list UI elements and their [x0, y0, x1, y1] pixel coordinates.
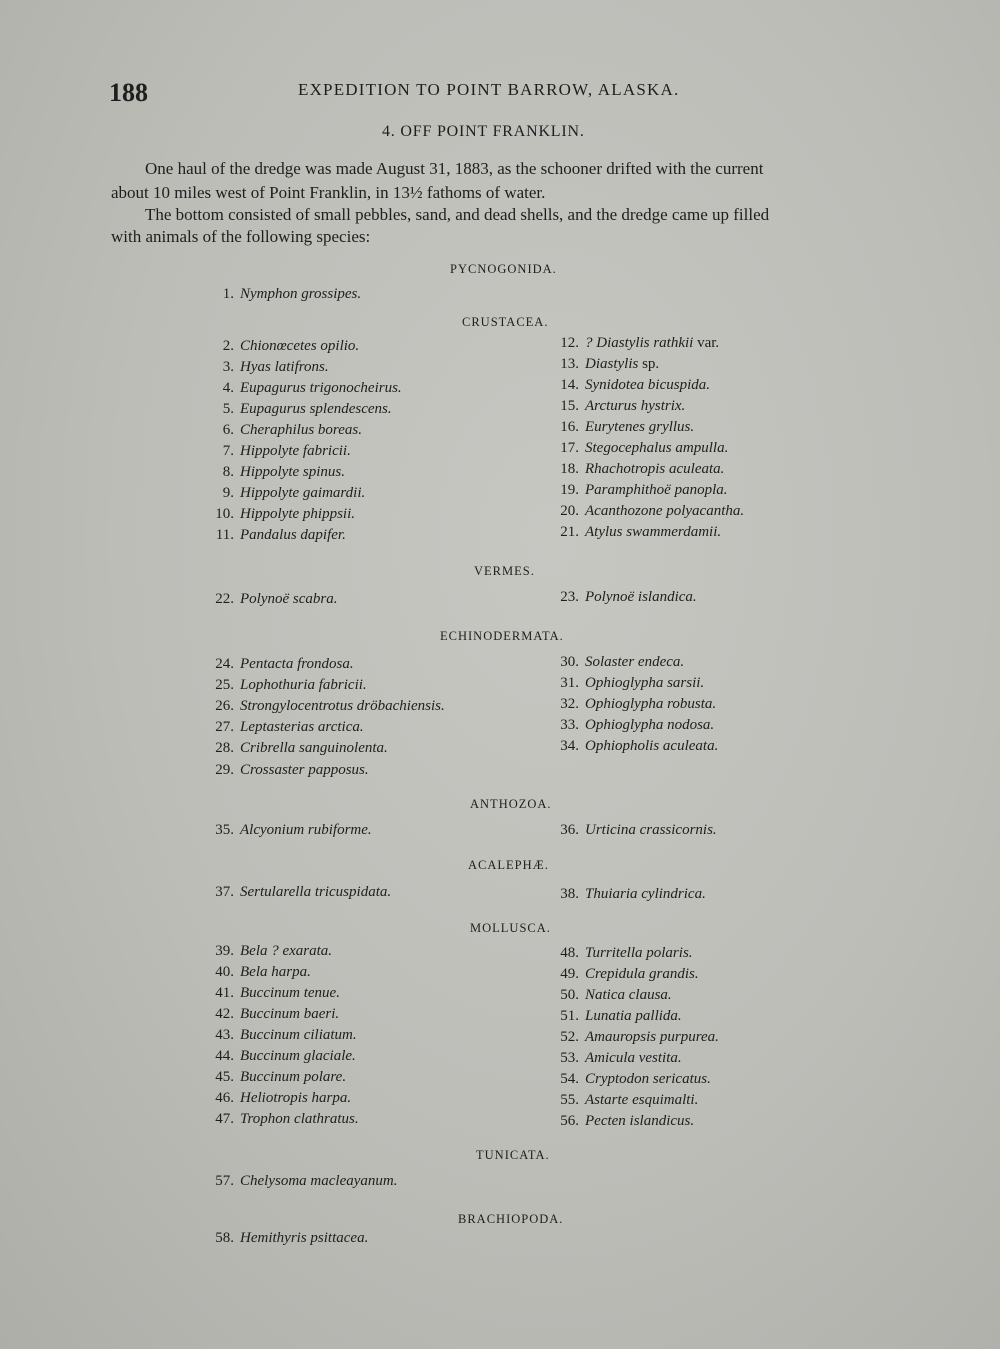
species-item: 6. Cheraphilus boreas.: [222, 422, 362, 438]
paragraph-line: about 10 miles west of Point Franklin, in 13½ fathoms of water.: [111, 183, 546, 202]
species-item: 44. Buccinum glaciale.: [215, 1048, 356, 1064]
species-item: 56. Pecten islandicus.: [560, 1113, 695, 1129]
species-item: 34. Ophiopholis aculeata.: [560, 738, 719, 754]
species-item: 42. Buccinum baeri.: [215, 1006, 340, 1022]
group-heading-mollusca: MOLLUSCA.: [470, 921, 551, 935]
running-head: EXPEDITION TO POINT BARROW, ALASKA.: [298, 80, 680, 99]
species-item: 16. Eurytenes gryllus.: [560, 419, 695, 435]
paragraph-line: with animals of the following species:: [111, 227, 371, 246]
species-item: 29. Crossaster papposus.: [215, 762, 369, 778]
species-item: 28. Cribrella sanguinolenta.: [215, 740, 388, 756]
species-item: 32. Ophioglypha robusta.: [560, 696, 717, 712]
species-item: 49. Crepidula grandis.: [560, 966, 699, 982]
species-item: 50. Natica clausa.: [560, 987, 672, 1003]
paragraph-line: The bottom consisted of small pebbles, sand, and dead shells, and the dredge came up filled: [145, 205, 770, 224]
species-item: 23. Polynoë islandica.: [560, 589, 697, 605]
species-item: 22. Polynoë scabra.: [215, 591, 338, 607]
page-number: 188: [109, 78, 148, 107]
species-item: 27. Leptasterias arctica.: [215, 719, 364, 735]
species-item: 14. Synidotea bicuspida.: [560, 377, 710, 393]
species-item: 18. Rhachotropis aculeata.: [560, 461, 725, 477]
species-item: 9. Hippolyte gaimardii.: [222, 485, 366, 501]
species-item: 1. Nymphon grossipes.: [222, 286, 362, 302]
species-item: 10. Hippolyte phippsii.: [215, 506, 355, 522]
species-item: 58. Hemithyris psittacea.: [215, 1230, 369, 1246]
species-item: 7. Hippolyte fabricii.: [222, 443, 351, 459]
species-item: 41. Buccinum tenue.: [215, 985, 340, 1001]
species-item: 11. Pandalus dapifer.: [215, 527, 346, 543]
species-item: 52. Amauropsis purpurea.: [560, 1029, 719, 1045]
species-item: 46. Heliotropis harpa.: [215, 1090, 352, 1106]
species-item: 12. ? Diastylis rathkii var.: [560, 335, 720, 351]
species-item: 43. Buccinum ciliatum.: [215, 1027, 357, 1043]
group-heading-pycnogonida: PYCNOGONIDA.: [450, 262, 557, 276]
species-item: 19. Paramphithoë panopla.: [560, 482, 728, 498]
species-item: 26. Strongylocentrotus dröbachiensis.: [215, 698, 445, 714]
group-heading-anthozoa: ANTHOZOA.: [470, 797, 552, 811]
species-item: 2. Chionœcetes opilio.: [222, 338, 360, 354]
species-item: 8. Hippolyte spinus.: [222, 464, 345, 480]
species-item: 5. Eupagurus splendescens.: [222, 401, 392, 417]
species-item: 24. Pentacta frondosa.: [215, 656, 354, 672]
species-item: 39. Bela ? exarata.: [215, 943, 333, 959]
species-item: 47. Trophon clathratus.: [215, 1111, 359, 1127]
species-item: 17. Stegocephalus ampulla.: [560, 440, 729, 456]
species-item: 4. Eupagurus trigonocheirus.: [222, 380, 402, 396]
species-item: 54. Cryptodon sericatus.: [560, 1071, 711, 1087]
species-item: 38. Thuiaria cylindrica.: [560, 886, 706, 902]
species-item: 48. Turritella polaris.: [560, 945, 693, 961]
species-item: 37. Sertularella tricuspidata.: [215, 884, 392, 900]
species-item: 55. Astarte esquimalti.: [560, 1092, 699, 1108]
section-title: 4. OFF POINT FRANKLIN.: [382, 123, 585, 140]
species-item: 45. Buccinum polare.: [215, 1069, 347, 1085]
species-item: 35. Alcyonium rubiforme.: [215, 822, 372, 838]
species-item: 20. Acanthozone polyacantha.: [560, 503, 745, 519]
group-heading-brachiopoda: BRACHIOPODA.: [458, 1212, 564, 1226]
species-item: 57. Chelysoma macleayanum.: [215, 1173, 398, 1189]
species-item: 21. Atylus swammerdamii.: [560, 524, 722, 540]
species-item: 33. Ophioglypha nodosa.: [560, 717, 715, 733]
group-heading-acalephae: ACALEPHÆ.: [468, 858, 549, 872]
species-item: 36. Urticina crassicornis.: [560, 822, 717, 838]
species-item: 3. Hyas latifrons.: [222, 359, 329, 375]
species-item: 40. Bela harpa.: [215, 964, 311, 980]
species-item: 30. Solaster endeca.: [560, 654, 685, 670]
group-heading-tunicata: TUNICATA.: [476, 1148, 550, 1162]
paragraph-line: One haul of the dredge was made August 31, 1883, as the schooner drifted with the current: [145, 159, 764, 178]
species-item: 51. Lunatia pallida.: [560, 1008, 682, 1024]
group-heading-vermes: VERMES.: [474, 564, 535, 578]
species-item: 53. Amicula vestita.: [560, 1050, 682, 1066]
group-heading-crustacea: CRUSTACEA.: [462, 315, 549, 329]
species-item: 31. Ophioglypha sarsii.: [560, 675, 705, 691]
species-item: 13. Diastylis sp.: [560, 356, 660, 372]
species-item: 15. Arcturus hystrix.: [560, 398, 686, 414]
group-heading-echinodermata: ECHINODERMATA.: [440, 629, 564, 643]
species-item: 25. Lophothuria fabricii.: [215, 677, 367, 693]
